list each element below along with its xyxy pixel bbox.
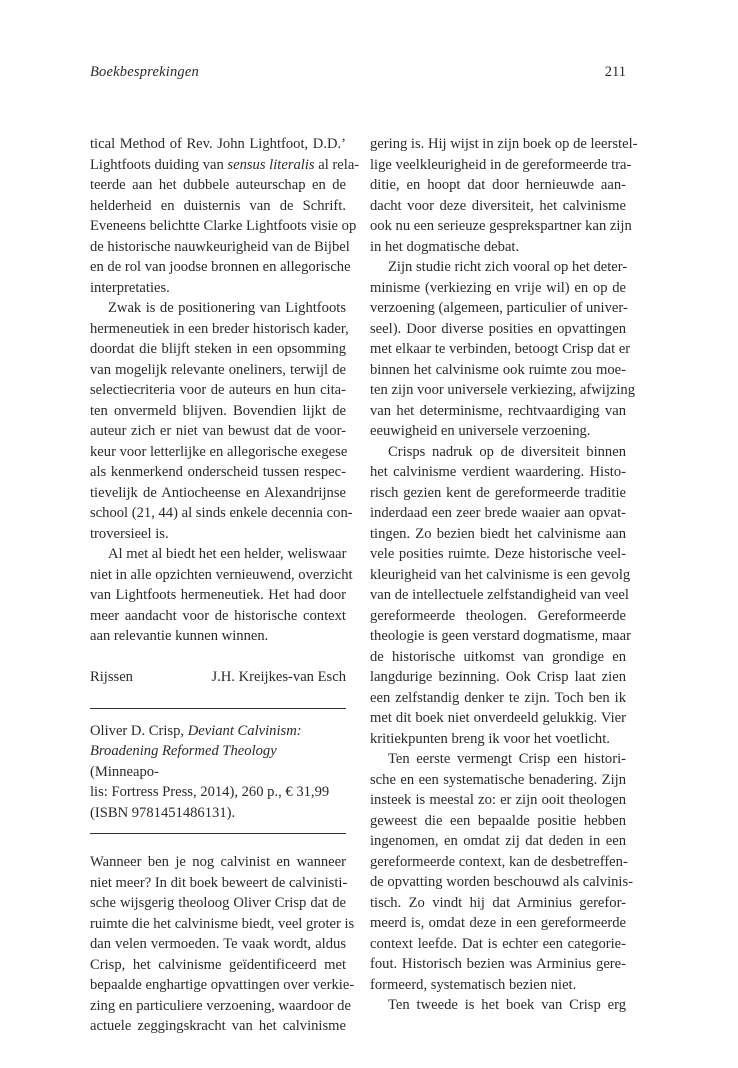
right-column — [370, 134, 638, 1016]
divider-bottom — [90, 833, 346, 834]
text-line: langdurige bezinning. Ook Crisp laat zien — [370, 669, 626, 685]
emphasis: sensus literalis — [227, 156, 315, 173]
text-line: ook nu een serieuze gesprekspartner kan zijn — [370, 218, 632, 234]
text-line: Ten tweede is het boek van Crisp erg — [388, 997, 626, 1013]
ref-publisher-part-2: lis: Fortress Press, 2014), 260 p., € 31,99 — [90, 784, 330, 800]
text-line: en de rol van joodse bronnen en allegorische — [90, 259, 351, 275]
ref-title-part-1: Deviant Calvinism: — [187, 722, 302, 739]
paragraph-r5 — [370, 995, 626, 1016]
text-line: Crisps nadruk op de diversiteit binnen — [388, 443, 626, 460]
text-line: met elkaar te verbinden, betoogt Crisp dat er — [370, 341, 631, 357]
text-line: ditie, en hoopt dat door hernieuwde aan- — [370, 177, 626, 193]
text-line: niet meer? In dit boek beweert de calvinisti- — [90, 874, 348, 891]
text-line: dacht voor deze diversiteit, het calvinisme — [370, 197, 626, 214]
text-line: school (21, 44) al sinds enkele decennia con- — [90, 505, 353, 521]
text-line: insteek is meestal zo: er zijn ooit theologen — [370, 792, 626, 808]
text-line: teerde aan het dubbele auteurschap en de — [90, 177, 346, 193]
text-line: kleurigheid van het calvinisme is een gevolg — [370, 566, 631, 583]
text-line: Ten eerste vermengt Crisp een histori- — [388, 751, 626, 767]
text-line: eeuwigheid en universele verzoening. — [370, 423, 591, 439]
text-line: meerd is, omdat deze in een gereformeerde — [370, 915, 626, 931]
text-line: tievelijk de Antiocheense en Alexandrijnse — [90, 484, 346, 501]
text-line: ruimte die het calvinisme biedt, veel groter is — [90, 915, 355, 932]
text-line: Lightfoots duiding van sensus literalis al rela- — [90, 156, 360, 173]
running-header-section: Boekbesprekingen — [90, 64, 199, 80]
text-line: tical Method of Rev. John Lightfoot, D.D.’ — [90, 136, 346, 152]
text-line: de historische uitkomst van grondige en — [370, 648, 626, 665]
text-line: kritiekpunten breng ik voor het voetlicht. — [370, 730, 610, 747]
text-line: theologie is geen verstard dogmatisme, maar — [370, 628, 631, 644]
text-line: ten zijn voor universele verkiezing, afwijzing — [370, 382, 636, 398]
text-line: sche en een systematische benadering. Zijn — [370, 771, 626, 788]
text-line: aan relevantie kunnen winnen. — [90, 628, 269, 644]
divider-top — [90, 708, 346, 709]
text-line: tisch. Zo vindt hij dat Arminius gerefor- — [370, 894, 626, 911]
text-line: context leefde. Dat is echter een categorie- — [370, 935, 626, 952]
text-line: vele posities ruimte. Deze historische veel- — [370, 546, 626, 562]
text-line: van het determinisme, rechtvaardiging van — [370, 402, 626, 419]
text-line: formeerd, systematisch bezien niet. — [370, 976, 577, 993]
paragraph-r1 — [370, 134, 638, 257]
text-line: Crisp, het calvinisme geïdentificeerd met — [90, 956, 346, 973]
text-line: ten onvermeld blijven. Bovendien lijkt de — [90, 402, 346, 419]
text-line: de historische nauwkeurigheid van de Bijbel — [90, 238, 350, 255]
paragraph-r4 — [370, 749, 634, 995]
text-line: troversieel is. — [90, 525, 169, 542]
left-column — [90, 134, 360, 1037]
paragraph-4 — [90, 852, 355, 1037]
text-line: van de intellectuele zelfstandigheid van veel — [370, 587, 629, 603]
paragraph-r2 — [370, 257, 636, 442]
paragraph-r3 — [370, 442, 631, 750]
text-line: helderheid en duisternis van de Schrift. — [90, 197, 346, 214]
text-line: auteur zich er niet van bewust dat de voor- — [90, 423, 346, 439]
text-line: selectiecriteria voor de auteurs en hun cita- — [90, 382, 346, 398]
text-line: van Lightfoots hermeneutiek. Het had door — [90, 587, 346, 603]
text-line: actuele zeggingskracht van het calvinisme — [90, 1018, 346, 1034]
text-line: ingenomen, en omdat zij dat deden in een — [370, 833, 626, 849]
text-line: seel). Door diverse posities en opvattingen — [370, 320, 626, 337]
paragraph-2 — [90, 298, 353, 544]
text-line: het calvinisme verdient waardering. Histo- — [370, 464, 626, 480]
signature-author: J.H. Kreijkes-van Esch — [211, 669, 346, 685]
ref-publisher-part-1: (Minneapo- — [90, 763, 159, 780]
text-line: de opvatting worden beschouwd als calvinis- — [370, 874, 634, 890]
text-line: een zelfstandig denker te zijn. Toch ben ik — [370, 689, 626, 706]
text-line: sche wijsgerig theoloog Oliver Crisp dat de — [90, 895, 346, 911]
paragraph-1 — [90, 134, 360, 298]
text-line: niet in alle opzichten vernieuwend, overzicht — [90, 566, 353, 583]
text-line: gering is. Hij wijst in zijn boek op de leerstel- — [370, 136, 638, 152]
text-line: bepaalde enghartige opvattingen over verkie- — [90, 977, 355, 993]
text-line: meer aandacht voor de historische context — [90, 607, 346, 624]
ref-author: Oliver D. Crisp, — [90, 722, 188, 739]
text-line: dan velen vermoeden. Te vaak wordt, aldus — [90, 936, 346, 952]
text-line: hermeneutiek in een breder historisch kader, — [90, 320, 349, 337]
text-line: inderdaad een zeer brede waaier aan opvat- — [370, 505, 626, 521]
text-line: gereformeerde context, kan de desbetreffen- — [370, 853, 628, 870]
text-line: interpretaties. — [90, 279, 170, 296]
text-line: in het dogmatische debat. — [370, 238, 520, 255]
text-line: met dit boek niet onverdeeld gelukkig. Vier — [370, 710, 626, 726]
paragraph-3 — [90, 544, 353, 647]
text-line: van mogelijk relevante oneliners, terwijl de — [90, 361, 346, 378]
text-line: Zijn studie richt zich vooral op het deter- — [388, 259, 628, 275]
book-reference — [90, 721, 346, 824]
ref-isbn: (ISBN 9781451486131). — [90, 804, 236, 821]
text-line: Wanneer ben je nog calvinist en wanneer — [90, 854, 346, 870]
text-line: doordat die blijft steken in een opsomming — [90, 341, 346, 357]
text-line: lige veelkleurigheid in de gereformeerde tra- — [370, 156, 632, 173]
page-number: 211 — [604, 64, 626, 80]
text-line: risch gezien kent de gereformeerde traditie — [370, 484, 626, 501]
text-line: Eveneens belichtte Clarke Lightfoots visie op — [90, 218, 357, 234]
text-line: tingen. Zo bezien biedt het calvinisme aan — [370, 525, 626, 542]
text-line: fout. Historisch bezien was Arminius gere- — [370, 956, 626, 972]
text-line: geweest die een bepaalde positie hebben — [370, 812, 626, 829]
text-line: zing en particuliere verzoening, waardoor de — [90, 997, 351, 1014]
text-line: verzoening (algemeen, particulier of univer- — [370, 300, 628, 316]
signature-place: Rijssen — [90, 669, 133, 685]
text-line: gereformeerde theologen. Gereformeerde — [370, 607, 626, 624]
text-line: Zwak is de positionering van Lightfoots — [108, 300, 346, 316]
ref-title-part-2: Broadening Reformed Theology — [90, 743, 277, 759]
text-line: Al met al biedt het een helder, weliswaar — [108, 546, 347, 562]
text-line: als kenmerkend onderscheid tussen respec- — [90, 464, 346, 480]
text-line: keur voor letterlijke en allegorische exegese — [90, 443, 348, 460]
text-line: binnen het calvinisme ook ruimte zou moe- — [370, 361, 626, 378]
review-signature — [90, 667, 346, 688]
text-line: minisme (verkiezing en vrije wil) en op de — [370, 279, 626, 296]
